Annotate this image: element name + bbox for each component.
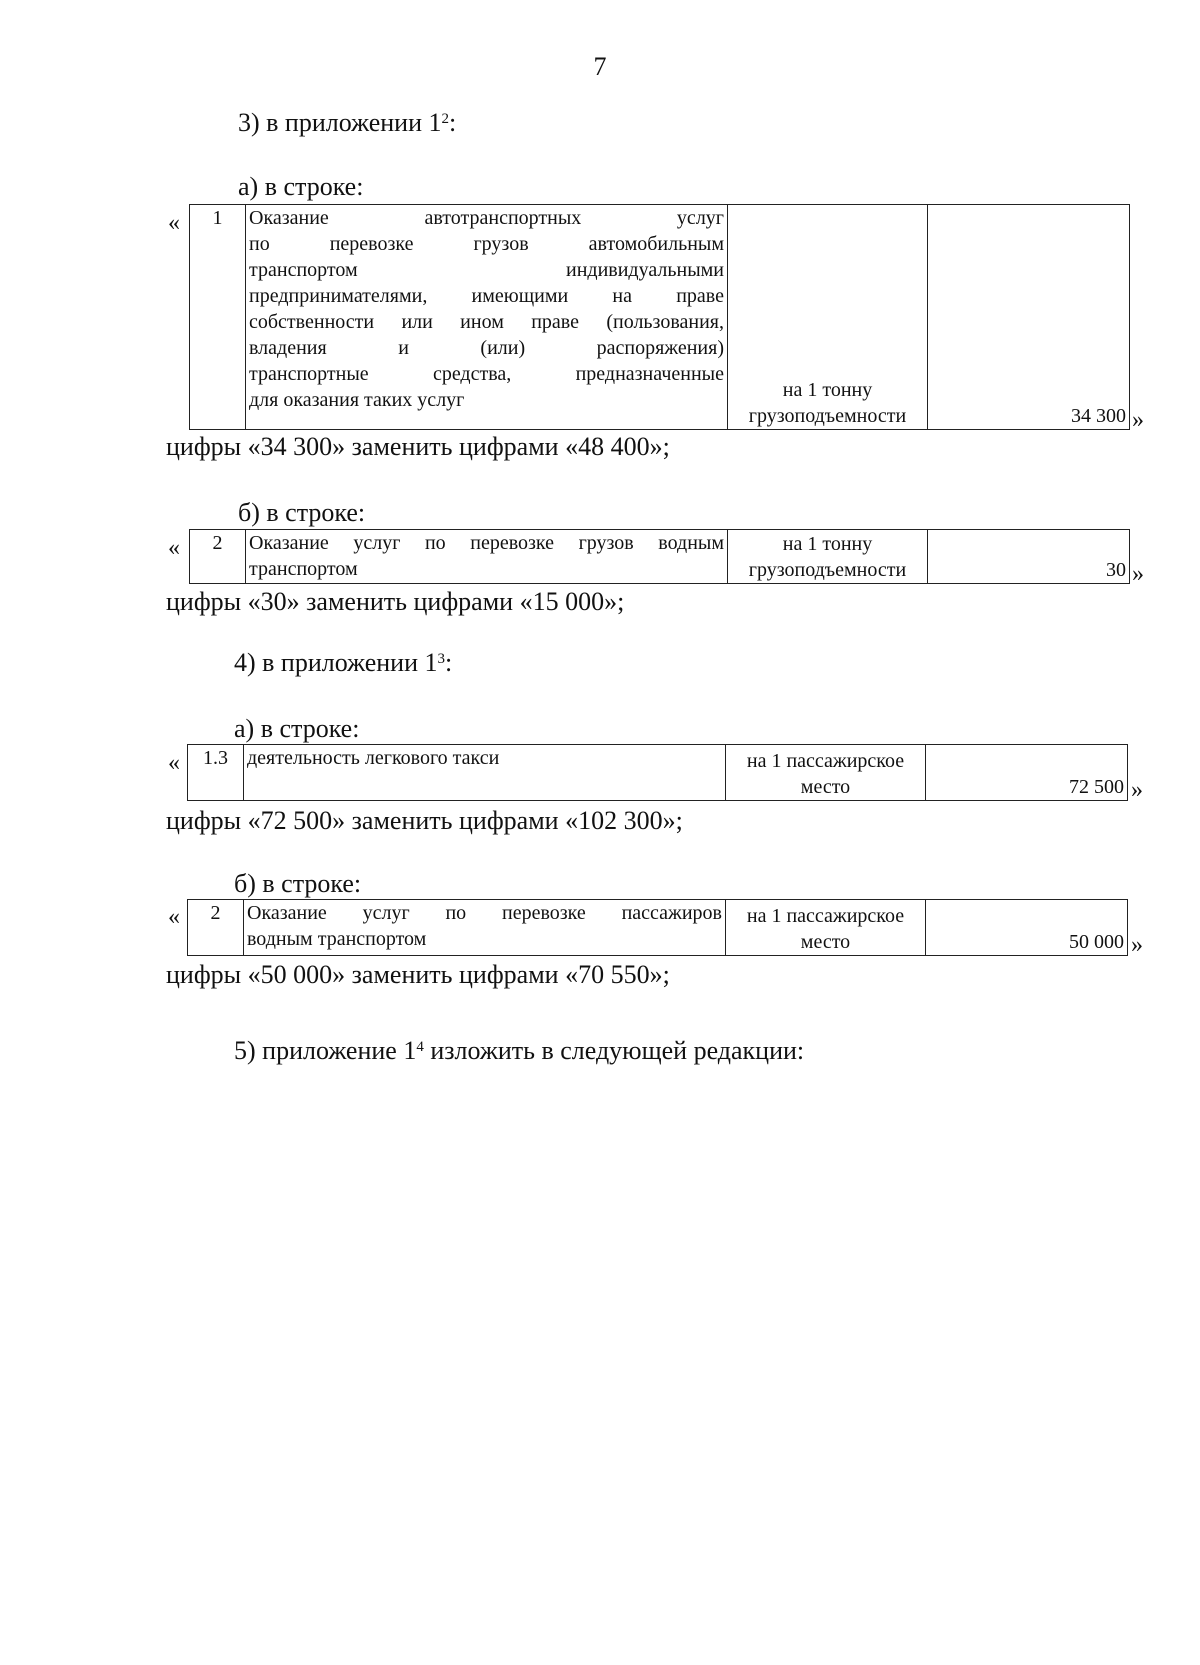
row2-close-quote: » xyxy=(1132,561,1144,587)
row1-desc-line: по перевозке грузов автомобильным xyxy=(249,233,724,255)
row4-description xyxy=(244,900,726,956)
row2-description xyxy=(246,530,728,584)
row4-open-quote: « xyxy=(168,904,180,930)
row1-desc-line: собственности или ином праве (пользования, xyxy=(249,311,724,333)
row3-table xyxy=(187,744,1128,801)
row1-value: 34 300 xyxy=(928,205,1130,430)
subsection-3b-label: б) в строке: xyxy=(238,498,366,527)
table-row xyxy=(190,530,1130,584)
section-3-heading xyxy=(238,108,456,138)
row1-desc-line: Оказание автотранспортных услуг xyxy=(249,207,724,229)
page-number: 7 xyxy=(593,52,607,81)
row2-unit-line1: на 1 тонну xyxy=(782,533,873,555)
section-5-text: 5) приложение 1 xyxy=(234,1036,417,1065)
subsection-3a-label: а) в строке: xyxy=(238,172,364,201)
section-4-tail: : xyxy=(445,648,453,677)
row1-desc-line: для оказания таких услуг xyxy=(249,389,465,411)
row3-open-quote: « xyxy=(168,750,180,776)
row4-note: цифры «50 000» заменить цифрами «70 550»; xyxy=(166,960,670,989)
row2-value: 30 xyxy=(928,530,1130,584)
row3-unit-line1: на 1 пассажирское xyxy=(746,750,905,772)
section-4-sup: 3 xyxy=(437,650,445,667)
row4-close-quote: » xyxy=(1131,932,1143,958)
table-row xyxy=(188,900,1128,956)
row1-desc-line: предпринимателями, имеющими на праве xyxy=(249,285,724,307)
row4-num: 2 xyxy=(188,900,244,956)
row3-description xyxy=(244,745,726,801)
section-3-text: 3) в приложении 1 xyxy=(238,108,442,137)
row1-unit xyxy=(728,205,928,430)
row3-close-quote: » xyxy=(1131,777,1143,803)
row2-open-quote: « xyxy=(168,535,180,561)
section-4-text: 4) в приложении 1 xyxy=(234,648,438,677)
row3-num: 1.3 xyxy=(188,745,244,801)
section-5-tail: изложить в следующей редакции: xyxy=(423,1036,805,1065)
row4-desc-line: Оказание услуг по перевозке пассажиров xyxy=(247,902,722,924)
row2-unit xyxy=(728,530,928,584)
row4-unit xyxy=(726,900,926,956)
row2-unit-line2: грузоподъемности xyxy=(748,559,907,581)
row3-note: цифры «72 500» заменить цифрами «102 300»; xyxy=(166,806,683,835)
row3-desc-line: деятельность легкового такси xyxy=(247,747,500,769)
section-3-tail: : xyxy=(449,108,457,137)
row2-note: цифры «30» заменить цифрами «15 000»; xyxy=(166,587,625,616)
row1-desc-line: владения и (или) распоряжения) xyxy=(249,337,724,359)
section-5-sup: 4 xyxy=(416,1038,424,1055)
row1-unit-line1: на 1 тонну xyxy=(782,379,873,401)
row1-open-quote: « xyxy=(168,210,180,236)
row1-note: цифры «34 300» заменить цифрами «48 400»; xyxy=(166,432,670,461)
row4-desc-line: водным транспортом xyxy=(247,928,427,950)
row4-table xyxy=(187,899,1128,956)
row1-close-quote: » xyxy=(1132,407,1144,433)
row2-num: 2 xyxy=(190,530,246,584)
row4-unit-line2: место xyxy=(800,931,851,953)
table-row xyxy=(188,745,1128,801)
row1-desc-line: транспортные средства, предназначенные xyxy=(249,363,724,385)
subsection-4b-label: б) в строке: xyxy=(234,869,362,898)
row3-value: 72 500 xyxy=(926,745,1128,801)
row4-unit-line1: на 1 пассажирское xyxy=(746,905,905,927)
row1-num: 1 xyxy=(190,205,246,430)
row1-description xyxy=(246,205,728,430)
row3-unit-line2: место xyxy=(800,776,851,798)
row1-desc-line: транспортом индивидуальными xyxy=(249,259,724,281)
row1-table xyxy=(189,204,1130,430)
section-5-heading xyxy=(234,1036,804,1066)
row2-table xyxy=(189,529,1130,584)
section-4-heading xyxy=(234,648,452,678)
row3-unit xyxy=(726,745,926,801)
row4-value: 50 000 xyxy=(926,900,1128,956)
subsection-4a-label: а) в строке: xyxy=(234,714,360,743)
table-row xyxy=(190,205,1130,430)
section-3-sup: 2 xyxy=(441,110,449,127)
row1-unit-line2: грузоподъемности xyxy=(748,405,907,427)
row2-desc-line: Оказание услуг по перевозке грузов водным xyxy=(249,532,724,554)
row2-desc-line: транспортом xyxy=(249,558,358,580)
